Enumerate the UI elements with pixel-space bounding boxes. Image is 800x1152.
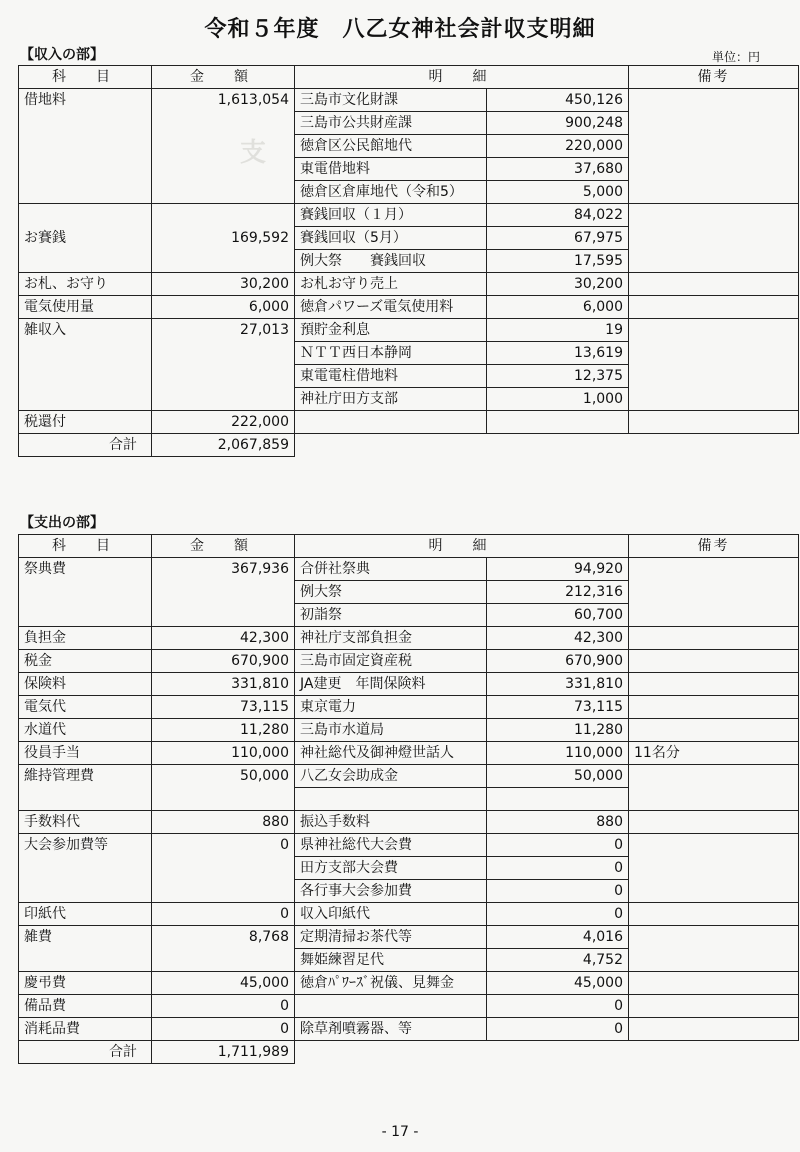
income-cell-detail-amount: 67,975 — [487, 227, 629, 250]
income-cell-subject — [19, 158, 152, 181]
expense-cell-subject — [19, 949, 152, 972]
income-cell-amount — [152, 204, 295, 227]
income-cell-remarks — [629, 181, 799, 204]
income-cell-detail: 例大祭 賽銭回収 — [295, 250, 487, 273]
expense-cell-amount: 331,810 — [152, 673, 295, 696]
expense-cell-subject: 祭典費 — [19, 558, 152, 581]
income-cell-detail-amount: 6,000 — [487, 296, 629, 319]
expense-row — [19, 696, 799, 719]
expense-cell-remarks — [629, 558, 799, 581]
expense-cell-detail-amount: 73,115 — [487, 696, 629, 719]
expense-cell-remarks — [629, 604, 799, 627]
income-cell-amount — [152, 365, 295, 388]
income-cell-detail-amount: 30,200 — [487, 273, 629, 296]
expense-cell-remarks — [629, 627, 799, 650]
expense-cell-amount — [152, 581, 295, 604]
income-total-label: 合計 — [19, 434, 152, 457]
income-cell-amount: 222,000 — [152, 411, 295, 434]
expense-cell-detail-amount: 0 — [487, 995, 629, 1018]
income-total-blank — [295, 434, 799, 457]
expense-cell-detail-amount: 4,016 — [487, 926, 629, 949]
income-cell-remarks — [629, 135, 799, 158]
expense-cell-detail-amount: 45,000 — [487, 972, 629, 995]
expense-cell-amount: 0 — [152, 834, 295, 857]
expense-cell-remarks — [629, 719, 799, 742]
expense-total-row — [19, 1041, 799, 1064]
income-cell-remarks — [629, 319, 799, 342]
expense-row — [19, 765, 799, 788]
income-cell-amount: 6,000 — [152, 296, 295, 319]
income-row — [19, 112, 799, 135]
expense-cell-detail: 除草剤噴霧器、等 — [295, 1018, 487, 1041]
expense-cell-remarks — [629, 995, 799, 1018]
expense-cell-detail: 田方支部大会費 — [295, 857, 487, 880]
income-cell-remarks — [629, 158, 799, 181]
expense-cell-detail: 合併社祭典 — [295, 558, 487, 581]
income-cell-subject: 雑収入 — [19, 319, 152, 342]
expense-cell-detail — [295, 995, 487, 1018]
expense-header-remarks: 備考 — [629, 535, 799, 558]
unit-label: 単位：円 — [712, 50, 761, 64]
expense-cell-subject — [19, 857, 152, 880]
income-header-remarks: 備考 — [629, 66, 799, 89]
income-row — [19, 181, 799, 204]
expense-cell-subject — [19, 880, 152, 903]
expense-cell-detail: 各行事大会参加費 — [295, 880, 487, 903]
expense-cell-detail: 東京電力 — [295, 696, 487, 719]
income-cell-detail: 三島市文化財課 — [295, 89, 487, 112]
expense-cell-remarks — [629, 581, 799, 604]
expense-cell-amount: 880 — [152, 811, 295, 834]
expense-cell-amount: 110,000 — [152, 742, 295, 765]
income-row — [19, 411, 799, 434]
income-cell-detail: 預貯金利息 — [295, 319, 487, 342]
income-cell-detail-amount: 13,619 — [487, 342, 629, 365]
expense-cell-remarks — [629, 857, 799, 880]
expense-total-label: 合計 — [19, 1041, 152, 1064]
expense-cell-subject: 消耗品費 — [19, 1018, 152, 1041]
expense-cell-detail: JA建更 年間保険料 — [295, 673, 487, 696]
income-cell-detail: 東電借地料 — [295, 158, 487, 181]
expense-cell-detail: 八乙女会助成金 — [295, 765, 487, 788]
expense-row — [19, 834, 799, 857]
expense-header-row — [19, 535, 799, 558]
expense-row — [19, 650, 799, 673]
expense-cell-amount: 0 — [152, 903, 295, 926]
expense-cell-remarks — [629, 949, 799, 972]
expense-cell-detail-amount — [487, 788, 629, 811]
expense-cell-detail-amount: 0 — [487, 857, 629, 880]
income-cell-remarks — [629, 296, 799, 319]
income-cell-detail: 徳倉パワーズ電気使用料 — [295, 296, 487, 319]
income-cell-amount — [152, 158, 295, 181]
income-row — [19, 158, 799, 181]
expense-cell-remarks — [629, 1018, 799, 1041]
expense-cell-detail-amount: 670,900 — [487, 650, 629, 673]
expense-row — [19, 903, 799, 926]
income-cell-amount: 30,200 — [152, 273, 295, 296]
income-cell-detail-amount: 1,000 — [487, 388, 629, 411]
income-cell-remarks — [629, 342, 799, 365]
page-title: 令和５年度 八乙女神社会計収支明細 — [204, 17, 596, 42]
expense-row — [19, 972, 799, 995]
expense-cell-subject: 印紙代 — [19, 903, 152, 926]
expense-row — [19, 742, 799, 765]
expense-cell-subject — [19, 788, 152, 811]
expense-header-detail: 明 細 — [295, 535, 629, 558]
expense-cell-detail-amount: 4,752 — [487, 949, 629, 972]
income-cell-subject — [19, 112, 152, 135]
income-row — [19, 365, 799, 388]
expense-cell-detail: 神社総代及御神燈世話人 — [295, 742, 487, 765]
income-header-subject: 科 目 — [19, 66, 152, 89]
expense-row — [19, 558, 799, 581]
expense-cell-remarks — [629, 811, 799, 834]
expense-cell-remarks — [629, 650, 799, 673]
expense-cell-amount — [152, 949, 295, 972]
income-row — [19, 227, 799, 250]
expense-cell-amount: 8,768 — [152, 926, 295, 949]
expense-cell-subject: 税金 — [19, 650, 152, 673]
expense-cell-subject: 水道代 — [19, 719, 152, 742]
income-cell-detail: お札お守り売上 — [295, 273, 487, 296]
income-cell-detail: 三島市公共財産課 — [295, 112, 487, 135]
expense-cell-subject: 手数料代 — [19, 811, 152, 834]
expense-cell-detail-amount: 0 — [487, 834, 629, 857]
income-header-row — [19, 66, 799, 89]
income-cell-subject — [19, 342, 152, 365]
expense-cell-detail: 初詣祭 — [295, 604, 487, 627]
expense-cell-detail: 県神社総代大会費 — [295, 834, 487, 857]
income-cell-subject: 電気使用量 — [19, 296, 152, 319]
expense-cell-detail-amount: 60,700 — [487, 604, 629, 627]
expense-total-value: 1,711,989 — [152, 1041, 295, 1064]
page-number: - 17 - — [381, 1124, 419, 1140]
income-cell-detail: 賽銭回収（１月） — [295, 204, 487, 227]
expense-cell-detail-amount: 880 — [487, 811, 629, 834]
expense-row — [19, 604, 799, 627]
income-cell-detail-amount: 220,000 — [487, 135, 629, 158]
income-row — [19, 388, 799, 411]
expense-cell-detail-amount: 50,000 — [487, 765, 629, 788]
income-cell-remarks — [629, 204, 799, 227]
expense-cell-remarks — [629, 834, 799, 857]
expense-cell-detail: 三島市固定資産税 — [295, 650, 487, 673]
income-cell-subject: お賽銭 — [19, 227, 152, 250]
income-cell-detail-amount: 17,595 — [487, 250, 629, 273]
expense-table — [18, 534, 799, 1064]
expense-cell-amount: 670,900 — [152, 650, 295, 673]
income-table — [18, 65, 799, 457]
expense-cell-amount — [152, 857, 295, 880]
expense-row — [19, 581, 799, 604]
income-cell-subject — [19, 181, 152, 204]
income-cell-subject — [19, 388, 152, 411]
income-cell-subject — [19, 135, 152, 158]
expense-header-subject: 科 目 — [19, 535, 152, 558]
expense-cell-amount: 50,000 — [152, 765, 295, 788]
expense-cell-detail-amount: 94,920 — [487, 558, 629, 581]
expense-header-amount: 金 額 — [152, 535, 295, 558]
expense-cell-subject — [19, 581, 152, 604]
expense-cell-subject: 大会参加費等 — [19, 834, 152, 857]
income-cell-detail: 神社庁田方支部 — [295, 388, 487, 411]
expense-row — [19, 719, 799, 742]
income-cell-detail-amount: 37,680 — [487, 158, 629, 181]
income-cell-remarks — [629, 365, 799, 388]
income-cell-amount — [152, 112, 295, 135]
expense-cell-amount: 45,000 — [152, 972, 295, 995]
income-cell-amount — [152, 250, 295, 273]
expense-cell-detail: 三島市水道局 — [295, 719, 487, 742]
income-cell-remarks — [629, 112, 799, 135]
expense-cell-remarks — [629, 788, 799, 811]
income-cell-amount — [152, 342, 295, 365]
income-cell-subject: 借地料 — [19, 89, 152, 112]
income-cell-detail: 賽銭回収（5月） — [295, 227, 487, 250]
expense-section-label: 【支出の部】 — [20, 515, 104, 531]
income-cell-detail: 東電電柱借地料 — [295, 365, 487, 388]
expense-cell-detail — [295, 788, 487, 811]
expense-row — [19, 811, 799, 834]
income-cell-remarks — [629, 89, 799, 112]
expense-cell-subject: 備品費 — [19, 995, 152, 1018]
expense-row — [19, 880, 799, 903]
expense-cell-detail: 例大祭 — [295, 581, 487, 604]
income-cell-detail-amount — [487, 411, 629, 434]
income-cell-remarks — [629, 388, 799, 411]
expense-cell-subject: 雑費 — [19, 926, 152, 949]
income-cell-subject: お札、お守り — [19, 273, 152, 296]
income-header-amount: 金 額 — [152, 66, 295, 89]
income-cell-amount: 1,613,054 — [152, 89, 295, 112]
expense-cell-amount: 0 — [152, 1018, 295, 1041]
income-cell-detail: ＮＴＴ西日本静岡 — [295, 342, 487, 365]
income-row — [19, 296, 799, 319]
income-total-value: 2,067,859 — [152, 434, 295, 457]
expense-cell-amount — [152, 604, 295, 627]
expense-cell-remarks — [629, 673, 799, 696]
expense-cell-detail-amount: 0 — [487, 1018, 629, 1041]
income-row — [19, 319, 799, 342]
income-cell-detail: 徳倉区公民館地代 — [295, 135, 487, 158]
expense-cell-detail: 舞姫練習足代 — [295, 949, 487, 972]
income-cell-detail-amount: 900,248 — [487, 112, 629, 135]
expense-cell-detail-amount: 212,316 — [487, 581, 629, 604]
expense-cell-detail-amount: 0 — [487, 880, 629, 903]
expense-cell-detail-amount: 0 — [487, 903, 629, 926]
bleed-through-text: 支 — [240, 138, 267, 168]
income-row — [19, 342, 799, 365]
income-cell-remarks — [629, 273, 799, 296]
expense-row — [19, 788, 799, 811]
income-cell-amount: 169,592 — [152, 227, 295, 250]
income-cell-subject — [19, 204, 152, 227]
income-cell-subject — [19, 365, 152, 388]
expense-cell-subject: 電気代 — [19, 696, 152, 719]
income-cell-subject — [19, 250, 152, 273]
expense-cell-subject: 保険料 — [19, 673, 152, 696]
income-cell-amount — [152, 135, 295, 158]
expense-cell-detail: 振込手数料 — [295, 811, 487, 834]
income-row — [19, 273, 799, 296]
income-cell-detail-amount: 450,126 — [487, 89, 629, 112]
income-cell-detail-amount: 12,375 — [487, 365, 629, 388]
expense-row — [19, 1018, 799, 1041]
expense-cell-remarks — [629, 903, 799, 926]
expense-row — [19, 673, 799, 696]
income-cell-remarks — [629, 250, 799, 273]
expense-total-blank — [295, 1041, 799, 1064]
expense-cell-amount: 42,300 — [152, 627, 295, 650]
expense-cell-detail: 神社庁支部負担金 — [295, 627, 487, 650]
income-header-detail: 明 細 — [295, 66, 629, 89]
income-cell-subject: 税還付 — [19, 411, 152, 434]
expense-cell-amount: 367,936 — [152, 558, 295, 581]
expense-cell-detail: 徳倉ﾊﾟﾜｰｽﾞ祝儀、見舞金 — [295, 972, 487, 995]
expense-cell-detail-amount: 110,000 — [487, 742, 629, 765]
expense-cell-subject: 維持管理費 — [19, 765, 152, 788]
expense-cell-detail: 定期清掃お茶代等 — [295, 926, 487, 949]
expense-cell-remarks — [629, 972, 799, 995]
expense-cell-remarks — [629, 926, 799, 949]
income-row — [19, 89, 799, 112]
expense-cell-amount — [152, 788, 295, 811]
expense-cell-subject — [19, 604, 152, 627]
expense-cell-amount: 0 — [152, 995, 295, 1018]
income-cell-amount — [152, 181, 295, 204]
expense-cell-remarks — [629, 765, 799, 788]
income-cell-detail-amount: 5,000 — [487, 181, 629, 204]
expense-row — [19, 949, 799, 972]
income-cell-detail-amount: 84,022 — [487, 204, 629, 227]
expense-row — [19, 926, 799, 949]
expense-cell-remarks: 11名分 — [629, 742, 799, 765]
income-cell-remarks — [629, 411, 799, 434]
expense-cell-subject: 慶弔費 — [19, 972, 152, 995]
income-cell-detail — [295, 411, 487, 434]
expense-row — [19, 995, 799, 1018]
expense-cell-amount: 73,115 — [152, 696, 295, 719]
income-cell-detail: 徳倉区倉庫地代（令和5） — [295, 181, 487, 204]
expense-cell-amount: 11,280 — [152, 719, 295, 742]
income-cell-detail-amount: 19 — [487, 319, 629, 342]
income-cell-amount: 27,013 — [152, 319, 295, 342]
income-total-row — [19, 434, 799, 457]
income-row — [19, 204, 799, 227]
expense-cell-detail-amount: 42,300 — [487, 627, 629, 650]
expense-cell-detail: 収入印紙代 — [295, 903, 487, 926]
expense-cell-subject: 負担金 — [19, 627, 152, 650]
expense-cell-remarks — [629, 880, 799, 903]
income-row — [19, 250, 799, 273]
expense-cell-detail-amount: 11,280 — [487, 719, 629, 742]
expense-cell-amount — [152, 880, 295, 903]
expense-cell-subject: 役員手当 — [19, 742, 152, 765]
expense-row — [19, 857, 799, 880]
income-cell-amount — [152, 388, 295, 411]
expense-cell-remarks — [629, 696, 799, 719]
income-row — [19, 135, 799, 158]
income-cell-remarks — [629, 227, 799, 250]
expense-cell-detail-amount: 331,810 — [487, 673, 629, 696]
income-section-label: 【収入の部】 — [20, 47, 104, 63]
expense-row — [19, 627, 799, 650]
